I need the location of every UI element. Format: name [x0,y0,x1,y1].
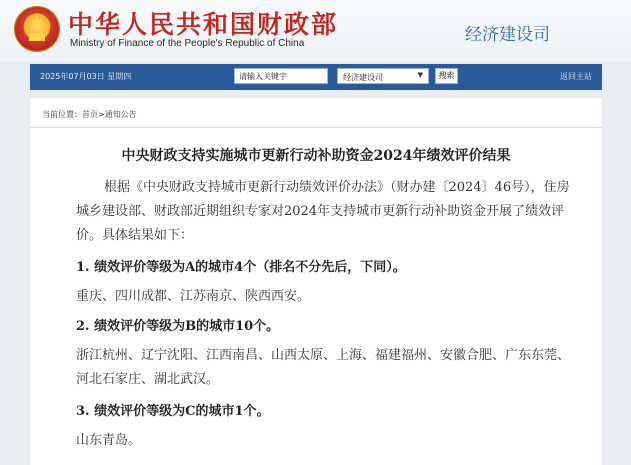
breadcrumb-separator: > [98,110,105,119]
emblem-gate [29,33,45,41]
nav-bar [30,64,602,90]
content-panel [30,98,602,465]
article-title: 中央财政支持实施城市更新行动补助资金2024年绩效评价结果 [121,148,511,164]
national-emblem-icon[interactable] [14,6,60,52]
article-intro: 根据《中央财政支持城市更新行动绩效评价办法》（财办建〔2024〕46号），住房城乡建设部、财政部近期组织专家对2024年支持城市更新行动补助资金开展了绩效评价。具体结果如下： [76,180,570,243]
search-input[interactable] [234,68,328,84]
search-scope-value: 经济建设司 [343,73,383,82]
grade-c-heading: 3. 绩效评价等级为C的城市1个。 [76,404,270,419]
site-header [0,0,631,62]
search-scope-select[interactable] [337,68,429,84]
current-date: 2025年07月03日 星期四 [40,72,132,81]
breadcrumb-label: 当前位置： [42,110,82,119]
site-title-english: Ministry of Finance of the People's Republic of China [70,38,305,49]
grade-c-cities: 山东青岛。 [76,433,142,448]
grade-a-heading: 1. 绩效评价等级为A的城市4个（排名不分先后，下同）。 [76,260,406,275]
breadcrumb-home-link[interactable]: 首页 [82,110,98,119]
grade-b-cities: 浙江杭州、辽宁沈阳、江西南昌、山西太原、上海、福建福州、安徽合肥、广东东莞、河北石家庄、湖北武汉。 [76,348,571,387]
breadcrumb-current[interactable]: 通知公告 [104,110,137,119]
search-button[interactable]: 搜索 [435,68,458,84]
site-title[interactable]: 中华人民共和国财政部 [68,10,339,39]
grade-a-cities: 重庆、四川成都、江苏南京、陕西西安。 [76,289,311,304]
section-title[interactable]: 经济建设司 [465,25,550,45]
chevron-down-icon: ▼ [417,71,423,79]
emblem-star: ★ [28,12,46,33]
breadcrumb-divider [30,127,602,128]
grade-b-heading: 2. 绩效评价等级为B的城市10个。 [76,319,280,334]
breadcrumb [42,109,137,120]
back-to-main-site-link[interactable]: 返回主站 [560,72,592,81]
